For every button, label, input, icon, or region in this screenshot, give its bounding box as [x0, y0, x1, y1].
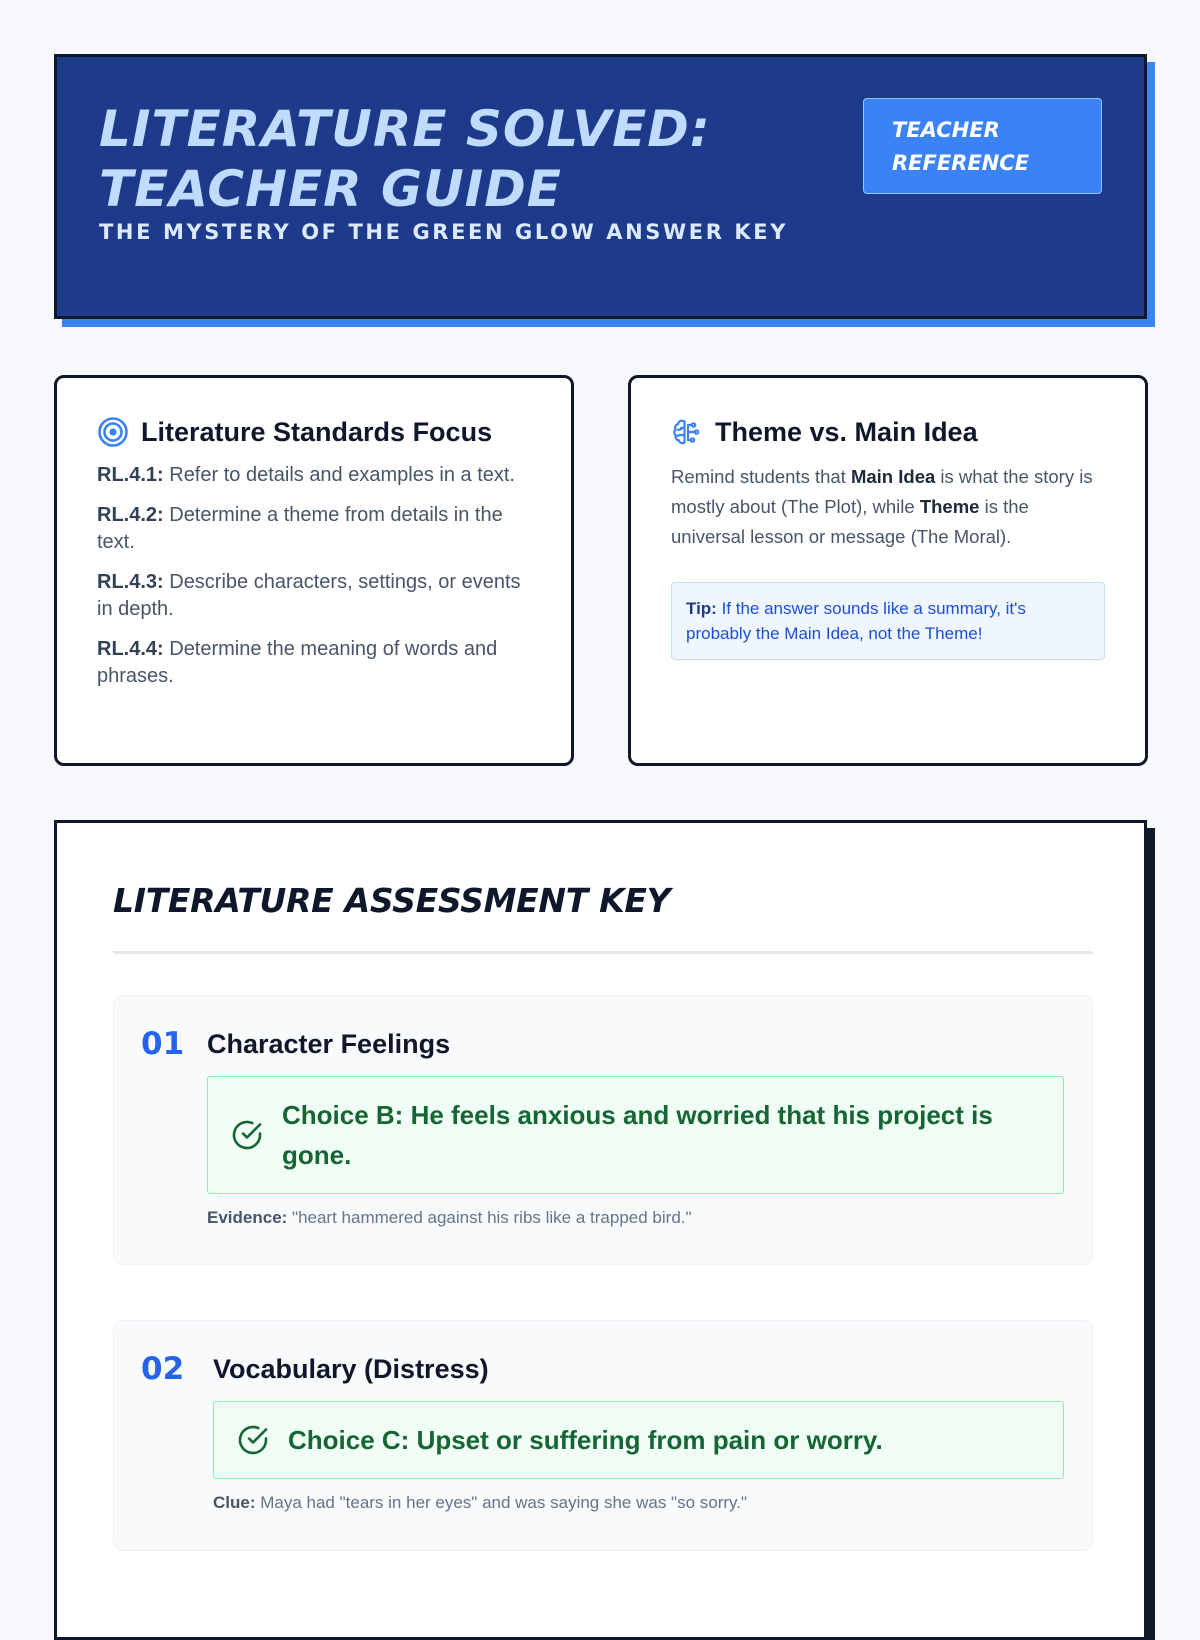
standard-text: Describe characters, settings, or events in depth.	[97, 571, 521, 620]
question-title: Character Feelings	[207, 1029, 451, 1059]
divider	[113, 951, 1093, 954]
theme-explanation	[671, 462, 1105, 552]
theme-card	[628, 375, 1148, 766]
clue-note	[213, 1493, 1064, 1513]
question-number: 01	[141, 1026, 185, 1062]
question-title: Vocabulary (Distress)	[213, 1354, 489, 1384]
evidence-text: "heart hammered against his ribs like a trapped bird."	[287, 1208, 692, 1227]
answer-text: Choice B: He feels anxious and worried that his project is gone.	[282, 1100, 993, 1170]
standards-card-header	[97, 416, 531, 448]
answer-box	[207, 1076, 1064, 1194]
standards-card-title: Literature Standards Focus	[141, 416, 493, 447]
assessment-title: LITERATURE ASSESSMENT KEY	[113, 881, 671, 920]
page-subtitle: THE MYSTERY OF THE GREEN GLOW ANSWER KEY	[99, 220, 789, 244]
standard-text: Refer to details and examples in a text.	[163, 464, 515, 486]
standard-item	[97, 569, 531, 623]
question-body	[207, 1026, 1064, 1228]
tip-label: Tip:	[686, 599, 717, 618]
theme-text-part: Remind students that	[671, 466, 851, 487]
theme-card-title: Theme vs. Main Idea	[715, 416, 978, 447]
clue-label: Clue:	[213, 1493, 256, 1512]
question-item	[113, 995, 1093, 1265]
answer-text: Choice C: Upset or suffering from pain or worry.	[288, 1425, 883, 1455]
standard-item	[97, 462, 531, 489]
teacher-reference-badge: TEACHER REFERENCE	[863, 98, 1102, 194]
check-circle-icon	[230, 1118, 264, 1152]
standard-code: RL.4.4:	[97, 638, 164, 660]
standards-card	[54, 375, 574, 766]
standard-code: RL.4.2:	[97, 504, 164, 526]
header-banner	[54, 54, 1147, 319]
tip-callout	[671, 582, 1105, 660]
theme-card-header	[671, 416, 1105, 448]
page-title: LITERATURE SOLVED: TEACHER GUIDE	[99, 100, 711, 218]
evidence-note	[207, 1208, 1064, 1228]
standards-list	[97, 462, 531, 690]
question-body	[213, 1351, 1064, 1513]
answer-box	[213, 1401, 1064, 1479]
standard-text: Determine the meaning of words and phrases.	[97, 638, 498, 687]
theme-text-part: is what the story is mostly about (The Plot), while	[671, 466, 1093, 517]
tip-text: If the answer sounds like a summary, it's probably the Main Idea, not the Theme!	[686, 599, 1026, 643]
standard-text: Determine a theme from details in the text.	[97, 504, 503, 553]
standard-item	[97, 502, 531, 556]
question-item	[113, 1320, 1093, 1551]
clue-text: Maya had "tears in her eyes" and was saying she was "so sorry."	[255, 1493, 748, 1512]
standard-code: RL.4.1:	[97, 464, 164, 486]
question-number: 02	[141, 1351, 185, 1387]
term-main-idea: Main Idea	[850, 466, 936, 487]
standard-code: RL.4.3:	[97, 571, 164, 593]
term-theme: Theme	[919, 496, 980, 517]
target-icon	[97, 416, 129, 448]
theme-text-part: is the universal lesson or message (The Moral).	[671, 496, 1029, 547]
assessment-key-section	[54, 820, 1147, 1640]
check-circle-icon	[236, 1423, 270, 1457]
evidence-label: Evidence:	[207, 1208, 288, 1227]
brain-icon	[671, 416, 703, 448]
standard-item	[97, 636, 531, 690]
